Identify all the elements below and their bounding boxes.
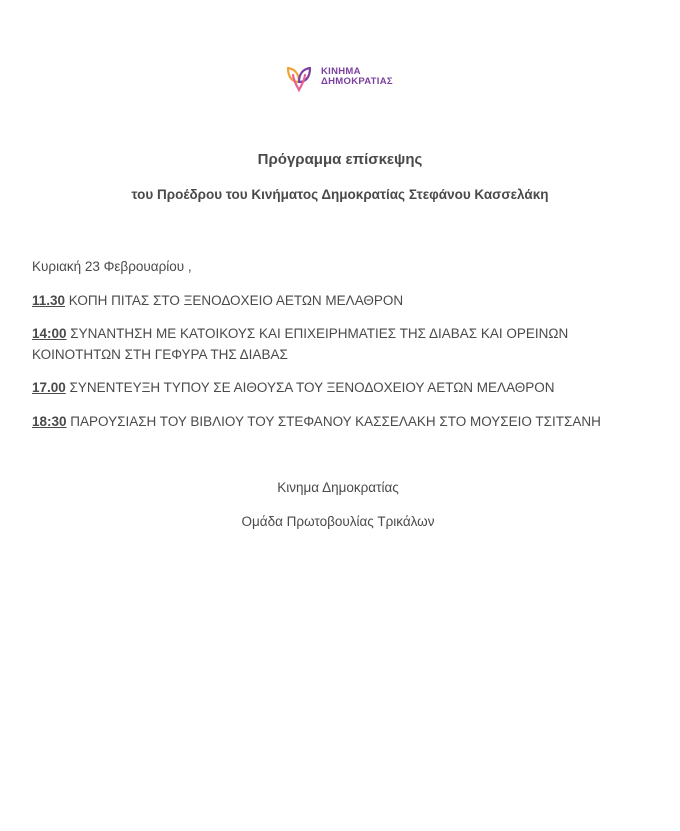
signature-block bbox=[0, 478, 676, 546]
schedule-item bbox=[32, 291, 652, 312]
logo-line-1: ΚΙΝΗΜΑ bbox=[321, 66, 361, 77]
event-date: Κυριακή 23 Φεβρουαρίου , bbox=[32, 259, 192, 274]
schedule-content bbox=[32, 257, 652, 445]
schedule-text: ΚΟΠΗ ΠΙΤΑΣ ΣΤΟ ΞΕΝΟΔΟΧΕΙΟ ΑΕΤΩΝ ΜΕΛΑΘΡΟΝ bbox=[65, 292, 404, 308]
page-title: Πρόγραμμα επίσκεψης bbox=[257, 151, 423, 168]
schedule-time: 11.30 bbox=[32, 292, 66, 308]
schedule-item bbox=[32, 324, 652, 365]
logo-text bbox=[321, 67, 393, 87]
schedule-item bbox=[32, 378, 652, 399]
schedule-item bbox=[32, 412, 652, 433]
schedule-time: 17.00 bbox=[32, 380, 66, 395]
schedule-text: ΣΥΝΑΝΤΗΣΗ ΜΕ ΚΑΤΟΙΚΟΥΣ ΚΑΙ ΕΠΙΧΕΙΡΗΜΑΤΙΕΣ ΤΗΣ ΔΙΑΒΑΣ ΚΑΙ ΟΡΕΙΝΩΝ ΚΟΙΝΟΤΗΤΩΝ ΣΤΗ ΓΕΦΥΡΑ ΤΗΣ ΔΙΑΒΑΣ bbox=[32, 326, 569, 362]
schedule-time: 14:00 bbox=[32, 326, 67, 341]
logo-line-2: ΔΗΜΟΚΡΑΤΙΑΣ bbox=[321, 76, 393, 87]
signature-line-2: Ομάδα Πρωτοβουλίας Τρικάλων bbox=[241, 514, 435, 529]
signature-line-1: Κινημα Δημοκρατίας bbox=[277, 480, 399, 495]
schedule-text: ΠΑΡΟΥΣΙΑΣΗ ΤΟΥ ΒΙΒΛΙΟΥ ΤΟΥ ΣΤΕΦΑΝΟΥ ΚΑΣΣΕΛΑΚΗ ΣΤΟ ΜΟΥΣΕΙΟ ΤΣΙΤΣΑΝΗ bbox=[66, 413, 601, 429]
schedule-text: ΣΥΝΕΝΤΕΥΞΗ ΤΥΠΟΥ ΣΕ ΑΙΘΟΥΣΑ ΤΟΥ ΞΕΝΟΔΟΧΕΙΟΥ ΑΕΤΩΝ ΜΕΛΑΘΡΟΝ bbox=[65, 380, 555, 395]
party-logo-icon bbox=[284, 62, 314, 92]
party-logo bbox=[284, 62, 393, 92]
page-subtitle: του Προέδρου του Κινήματος Δημοκρατίας Στεφάνου Κασσελάκη bbox=[131, 187, 549, 202]
schedule-time: 18:30 bbox=[32, 413, 67, 429]
